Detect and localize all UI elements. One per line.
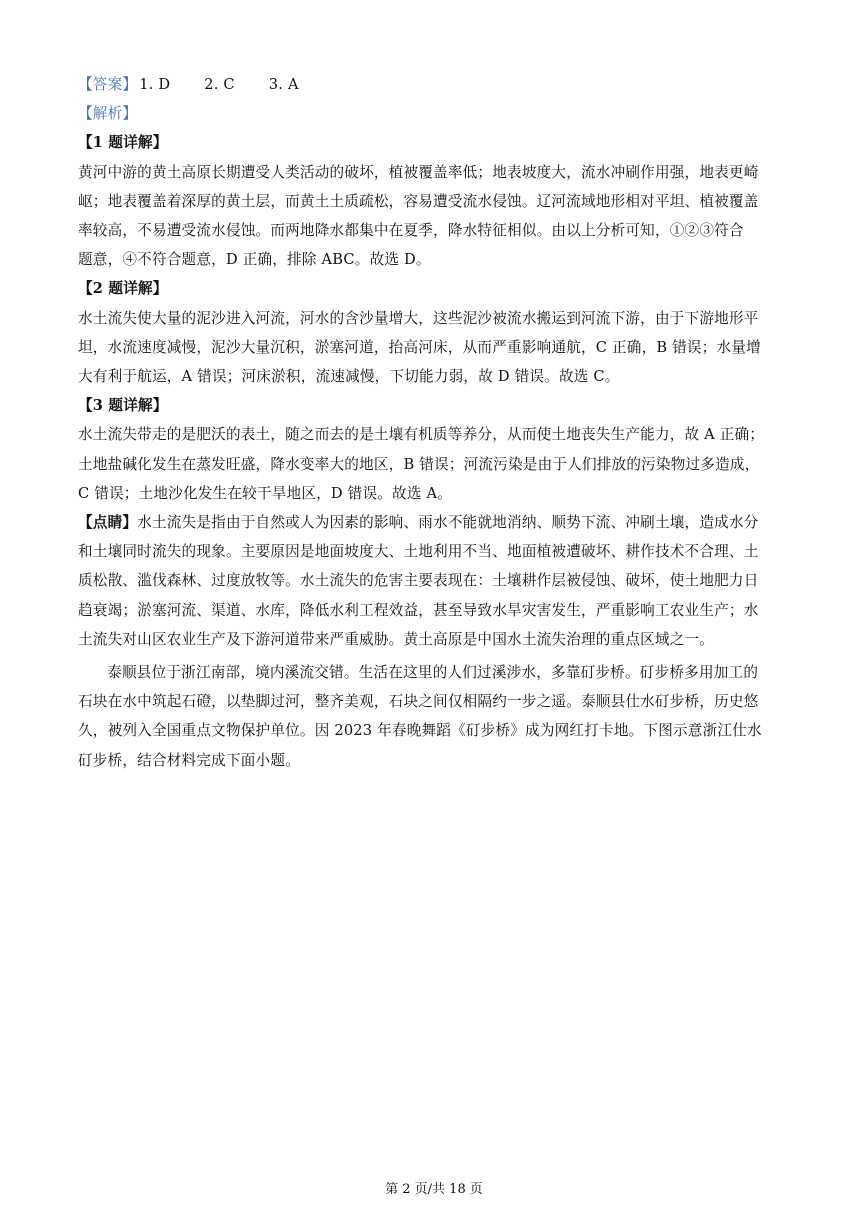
q2-line: 水土流失使大量的泥沙进入河流，河水的含沙量增大，这些泥沙被流水搬运到河流下游，由于下游地形平	[78, 309, 759, 327]
q3-line: C 错误；土地沙化发生在较干旱地区，D 错误。故选 A。	[78, 484, 452, 502]
analysis-label: 【解析】	[78, 105, 138, 123]
q2-line: 坦，水流速度减慢，泥沙大量沉积，淤塞河道，抬高河床，从而严重影响通航，C 正确，B 错误；水量增	[78, 338, 761, 356]
tip-line: 趋衰竭；淤塞河流、渠道、水库，降低水利工程效益，甚至导致水旱灾害发生，严重影响工农业生产；水	[78, 601, 759, 619]
tip-label: 【点睛】	[78, 514, 138, 532]
tip-line: 土流失对山区农业生产及下游河道带来严重威胁。黄土高原是中国水土流失治理的重点区域之一。	[78, 630, 715, 648]
tip-first-text: 水土流失是指由于自然或人为因素的影响、雨水不能就地消纳、顺势下流、冲刷土壤，造成水分	[137, 514, 759, 532]
q2-heading: 【2 题详解】	[78, 280, 168, 298]
tip-line: 和土壤同时流失的现象。主要原因是地面坡度大、土地利用不当、地面植被遭破坏、耕作技术不合理、土	[78, 543, 759, 561]
q2-line: 大有利于航运，A 错误；河床淤积，流速减慢，下切能力弱，故 D 错误。故选 C。	[78, 368, 620, 386]
answer-line	[78, 70, 790, 99]
material-line: 泰顺县位于浙江南部，境内溪流交错。生活在这里的人们过溪涉水，多靠矴步桥。矴步桥多用加工的	[107, 664, 759, 682]
q2-explanation	[78, 304, 790, 392]
q1-line: 率较高，不易遭受流水侵蚀。而两地降水都集中在夏季，降水特征相似。由以上分析可知，①②③符合	[78, 222, 744, 240]
material-line: 矴步桥，结合材料完成下面小题。	[78, 751, 300, 769]
tip-section	[78, 508, 790, 654]
content-area	[78, 70, 790, 775]
material-line: 石块在水中筑起石磴，以垫脚过河，整齐美观，石块之间仅相隔约一步之遥。泰顺县仕水矴步桥，历史悠	[78, 693, 759, 711]
q1-line: 题意，④不符合题意，D 正确，排除 ABC。故选 D。	[78, 251, 431, 269]
q3-heading: 【3 题详解】	[78, 397, 168, 415]
material-line: 久，被列入全国重点文物保护单位。因 2023 年春晚舞蹈《矴步桥》成为网红打卡地。下图示意浙江仕水	[78, 722, 762, 740]
q3-explanation	[78, 420, 790, 508]
answer-label: 【答案】	[78, 76, 138, 93]
q1-explanation	[78, 158, 790, 275]
material-paragraph	[78, 658, 790, 775]
q3-line: 土地盐碱化发生在蒸发旺盛，降水变率大的地区，B 错误；河流污染是由于人们排放的污染物过多造成，	[78, 455, 760, 473]
answer-item-2: 2. C	[204, 76, 235, 93]
q1-heading: 【1 题详解】	[78, 134, 168, 152]
q3-line: 水土流失带走的是肥沃的表土，随之而去的是土壤有机质等养分，从而使土地丧失生产能力，故 A 正确；	[78, 426, 765, 444]
answer-item-3: 3. A	[268, 76, 299, 93]
q1-line: 黄河中游的黄土高原长期遭受人类活动的破坏，植被覆盖率低；地表坡度大，流水冲刷作用强，地表更崎	[78, 163, 759, 181]
page-footer: 第 2 页/共 18 页	[385, 1182, 483, 1197]
q1-line: 岖；地表覆盖着深厚的黄土层，而黄土土质疏松，容易遭受流水侵蚀。辽河流域地形相对平坦、植被覆盖	[78, 192, 759, 210]
answer-item-1: 1. D	[139, 76, 171, 93]
tip-line: 质松散、滥伐森林、过度放牧等。水土流失的危害主要表现在：土壤耕作层被侵蚀、破坏，使土地肥力日	[78, 572, 759, 590]
tip-first-line	[78, 508, 790, 537]
